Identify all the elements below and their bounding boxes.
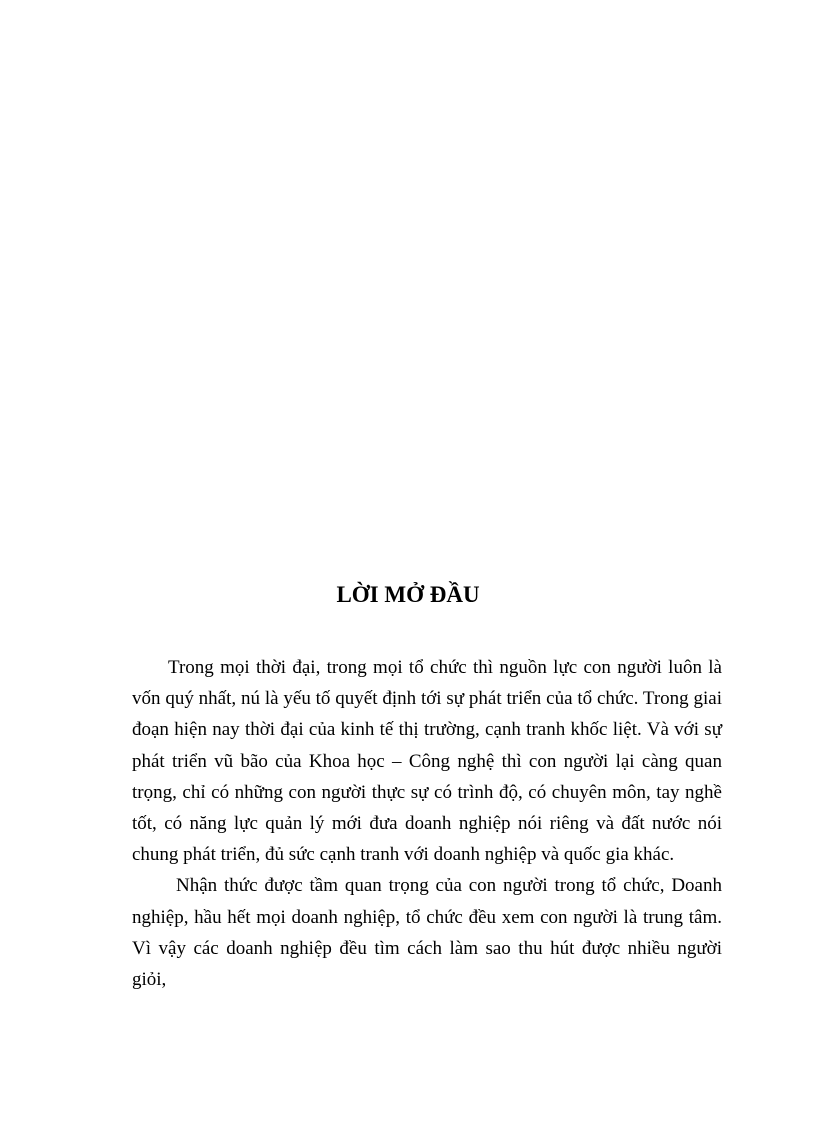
paragraph-1: Trong mọi thời đại, trong mọi tổ chức thì nguồn lực con người luôn là vốn quý nhất, nú là yếu tố quyết định tới sự phát triển của tổ chức. Trong giai đoạn hiện nay thời đại của kinh tế thị trường, cạnh tranh khốc liệt. Và với sự phát triển vũ bão của Khoa học – Công nghệ thì con người lại càng quan trọng, chỉ có những con người thực sự có trình độ, có chuyên môn, tay nghề tốt, có năng lực quản lý mới đưa doanh nghiệp nói riêng và đất nước nói chung phát triển, đủ sức cạnh tranh với doanh nghiệp và quốc gia khác. — [132, 657, 722, 866]
page-title: LỜI MỞ ĐẦU — [336, 582, 480, 607]
paragraph-2: Nhận thức được tầm quan trọng của con người trong tổ chức, Doanh nghiệp, hầu hết mọi doanh nghiệp, tổ chức đều xem con người là trung tâm. Vì vậy các doanh nghiệp đều tìm cách làm sao thu hút được nhiều người giỏi, — [132, 875, 722, 991]
body-text — [132, 652, 722, 995]
